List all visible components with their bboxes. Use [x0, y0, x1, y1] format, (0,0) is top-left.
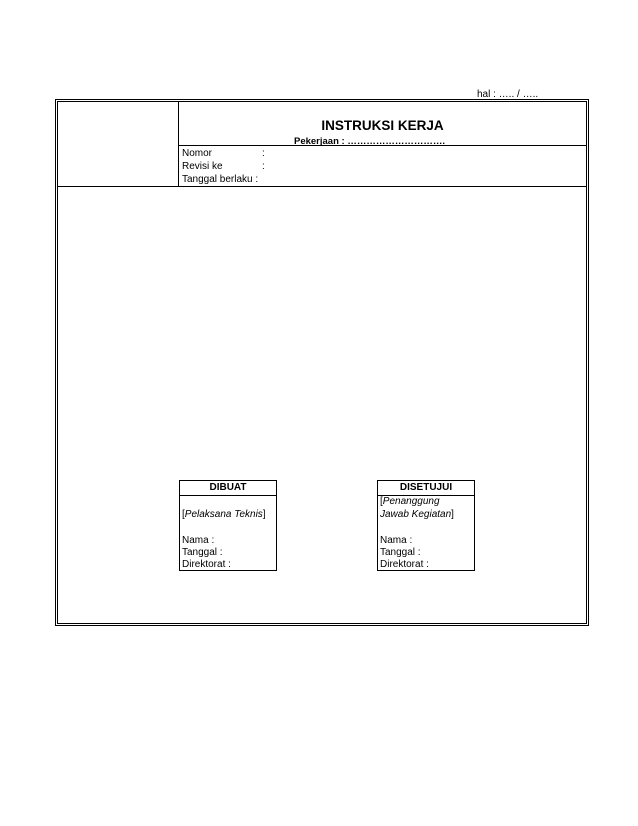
signature-role-line1: [Penanggung: [380, 496, 440, 507]
signature-field-name: Nama :: [380, 535, 413, 546]
meta-cell: [179, 146, 586, 187]
signature-box-approved: [377, 480, 475, 571]
meta-separator: :: [262, 148, 265, 159]
signature-heading: DIBUAT: [180, 481, 276, 496]
role-text: Pelaksana Teknis: [184, 509, 263, 520]
signature-role: [Pelaksana Teknis]: [182, 509, 266, 520]
role-text: Penanggung: [382, 496, 440, 507]
meta-label: Tanggal berlaku :: [182, 174, 259, 185]
meta-separator: :: [262, 161, 265, 172]
logo-cell: [58, 102, 179, 187]
document-frame: [55, 99, 589, 626]
header-title-cell: [179, 102, 586, 146]
signature-field-name: Nama :: [182, 535, 215, 546]
meta-row-revisi: [182, 161, 265, 172]
meta-label: Revisi ke: [182, 161, 223, 172]
page-number: hal : ….. / …..: [477, 89, 539, 100]
signature-field-directorate: Direktorat :: [182, 559, 231, 570]
signature-role-line2: Jawab Kegiatan]: [380, 509, 454, 520]
meta-row-tanggal: [182, 174, 262, 185]
signature-field-date: Tanggal :: [380, 547, 421, 558]
job-subtitle: Pekerjaan : ………………………….: [294, 136, 445, 147]
document-title: INSTRUKSI KERJA: [321, 118, 444, 133]
signature-box-made: [179, 480, 277, 571]
signature-field-directorate: Direktorat :: [380, 559, 429, 570]
signature-heading: DISETUJUI: [378, 481, 474, 496]
role-text: Jawab Kegiatan: [380, 509, 452, 520]
signature-field-date: Tanggal :: [182, 547, 223, 558]
meta-label: Nomor: [182, 148, 213, 159]
meta-row-nomor: [182, 148, 265, 159]
